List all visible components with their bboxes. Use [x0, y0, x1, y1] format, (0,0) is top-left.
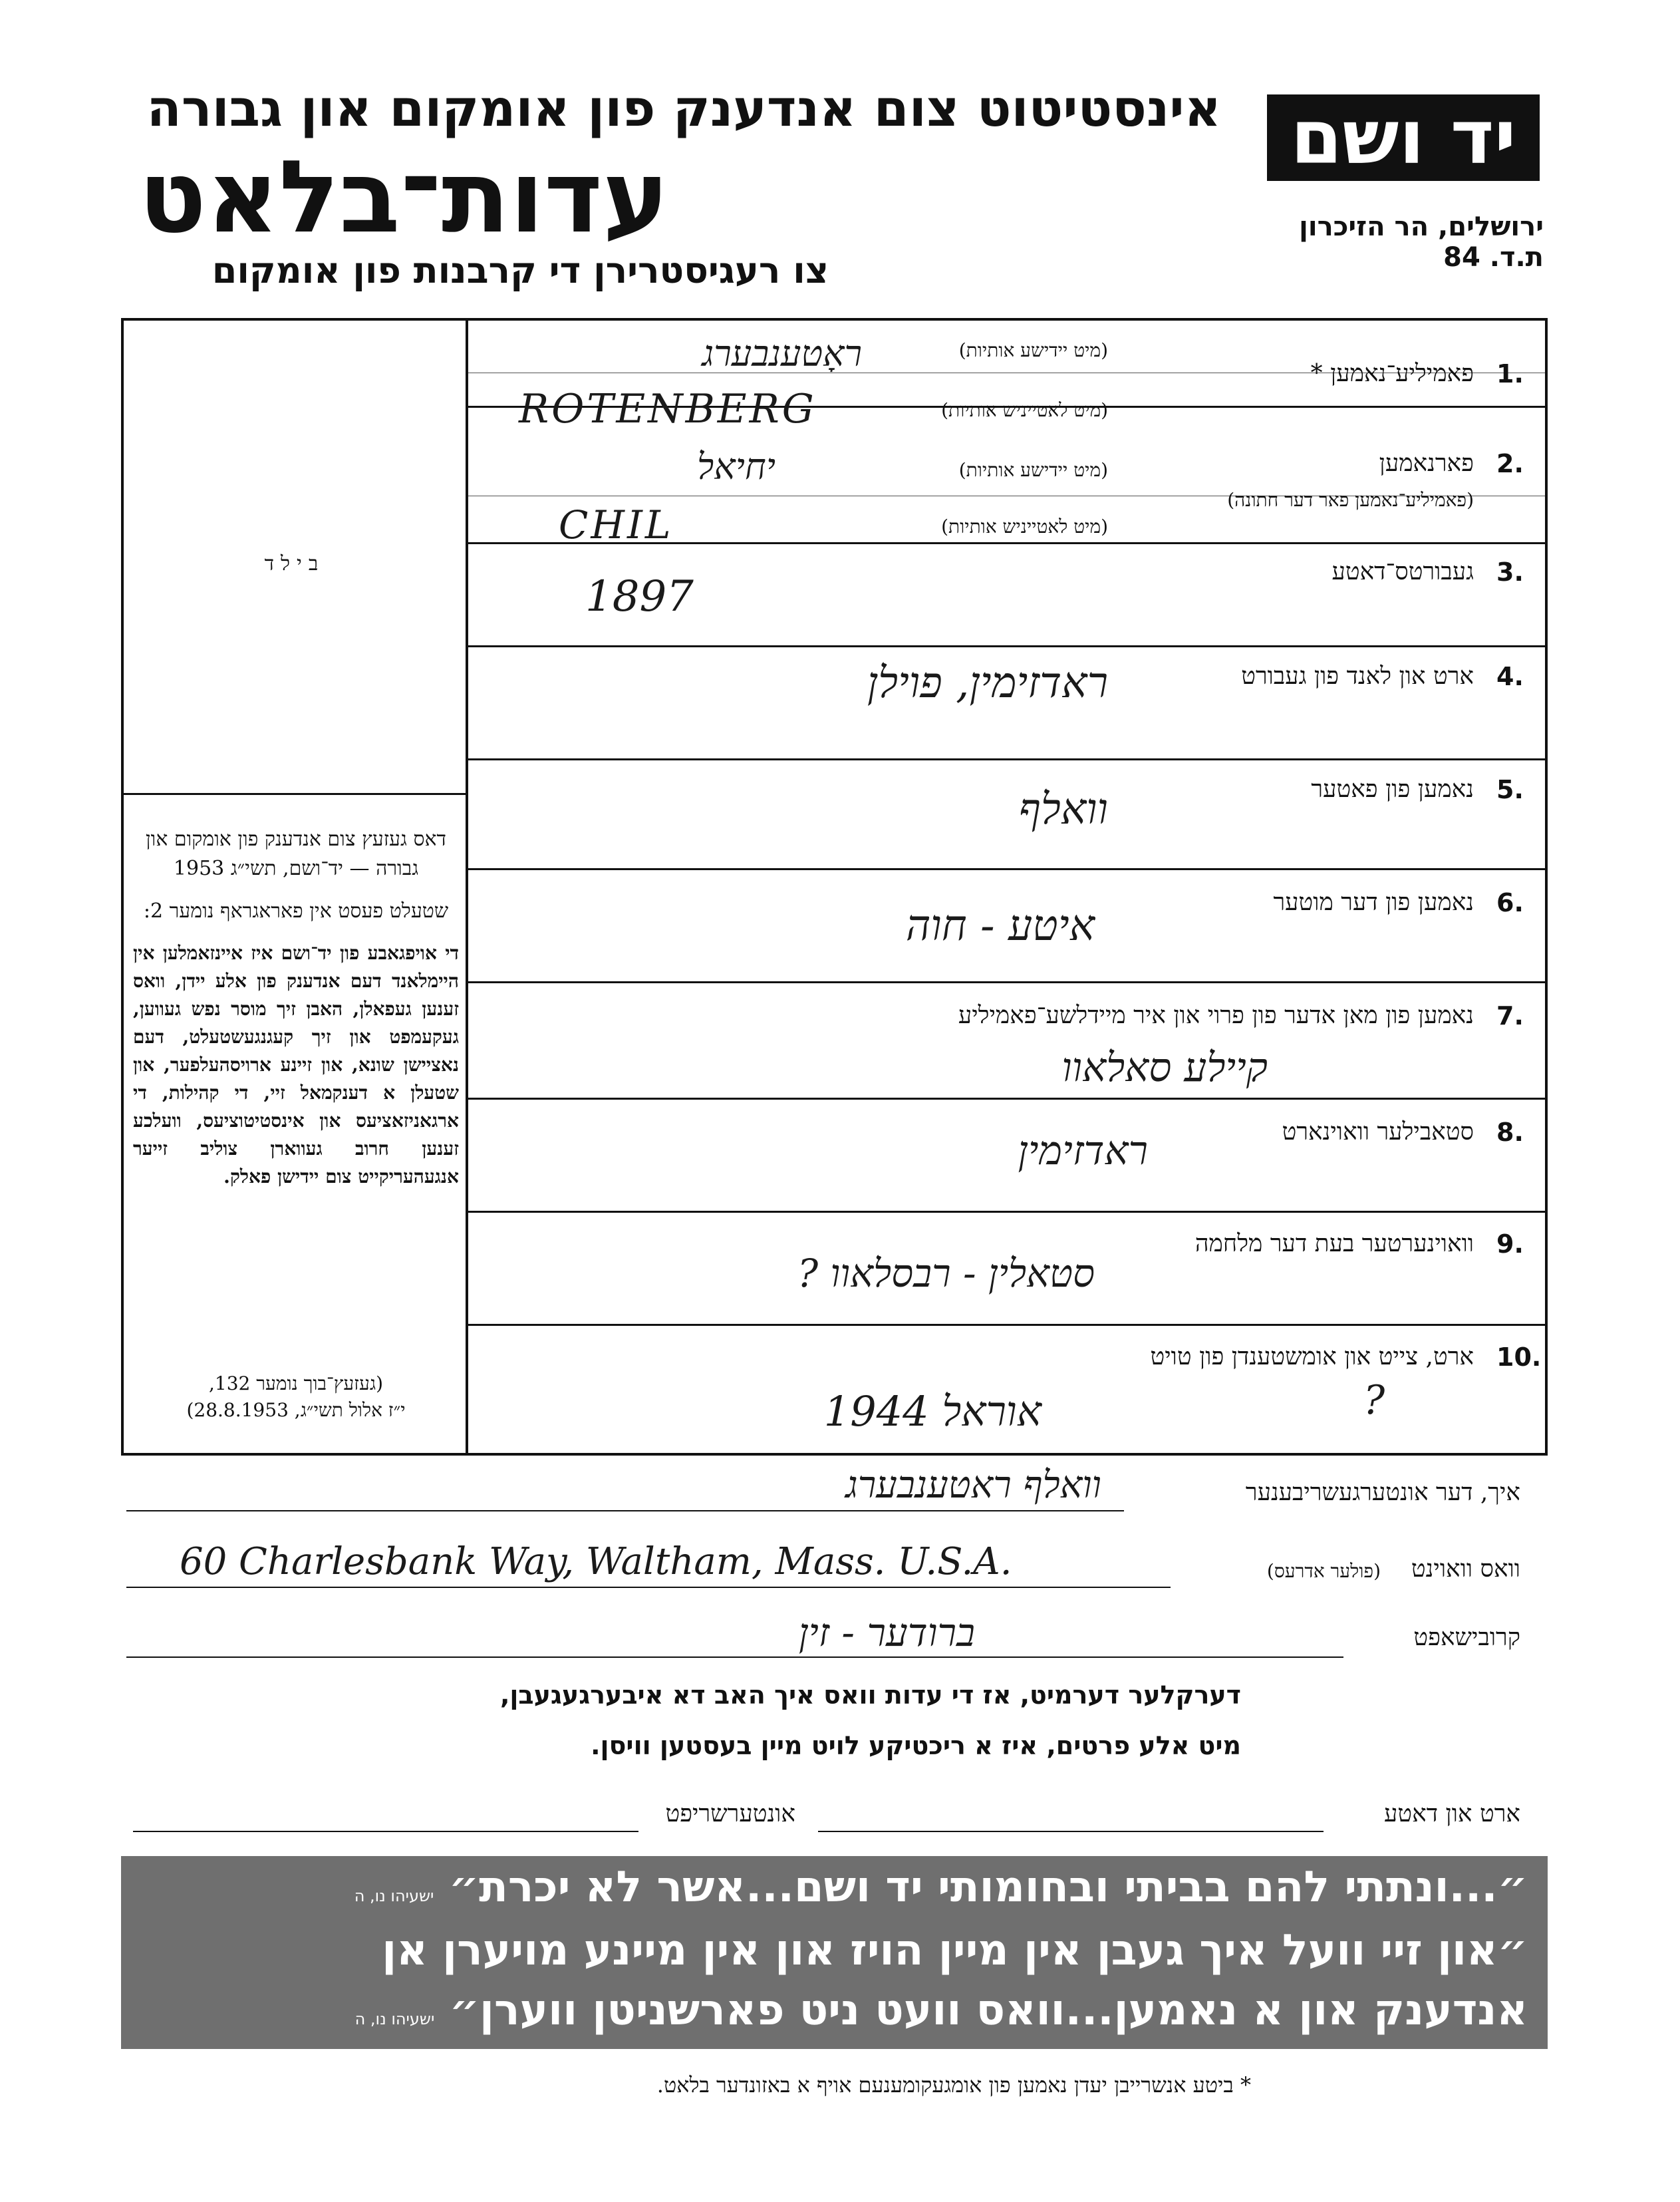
field-2-number: 2.: [1496, 449, 1524, 478]
field-9-value[interactable]: סטאלין - רבסלאוו ?: [797, 1251, 1095, 1296]
row-divider: [468, 645, 1545, 647]
field-6-number: 6.: [1496, 888, 1524, 917]
field-8-value[interactable]: ראדזימין: [1018, 1128, 1148, 1174]
law-ref-line-1: (געזעץ־בוך נומער 132,: [208, 1372, 383, 1394]
law-ref-line-2: י״ז אלול תשי״ג, 28.8.1953): [186, 1399, 406, 1421]
address-city: ירושלים, הר הזיכרון: [1299, 212, 1544, 242]
declaration: [500, 1670, 1241, 1771]
address-block: [1299, 212, 1544, 273]
field-2-value-yiddish[interactable]: יחיאל: [697, 446, 775, 488]
relation-label: קרובישאפט: [1413, 1624, 1520, 1651]
field-2-sub-latin: (מיט לאטייניש אותיות): [941, 516, 1108, 538]
field-4-value[interactable]: ראדזימין, פוילן: [867, 659, 1108, 708]
row-divider: [468, 1324, 1545, 1326]
field-10-question-mark: ?: [1363, 1377, 1385, 1424]
field-6-label: נאמען פון דער מוטער: [1273, 889, 1474, 916]
field-9-number: 9.: [1496, 1229, 1524, 1259]
field-5-value[interactable]: וואלף: [1018, 785, 1108, 834]
footnote: * ביטע אנשרייבן יעדן נאמען פון אומגעקומענעם אויף א באזונדער בלאט.: [656, 2072, 1251, 2098]
row-divider: [468, 1098, 1545, 1100]
quote-source-1: ישעיהו נו, ה: [354, 1887, 434, 1905]
field-1-sub-latin: (מיט לאטייניש אותיות): [941, 399, 1108, 421]
field-7-number: 7.: [1496, 1001, 1524, 1030]
field-1-number: 1.: [1496, 359, 1524, 389]
page-title: עדות־בלאט: [138, 140, 669, 255]
place-date-line[interactable]: [818, 1831, 1324, 1832]
quote-source-3: ישעיהו נו, ה: [354, 2010, 435, 2028]
field-10-value[interactable]: אוראל 1944: [823, 1387, 1042, 1436]
relation-value[interactable]: ברודער - זין: [798, 1610, 975, 1655]
row-divider: [468, 981, 1545, 983]
declaration-line-2: מיט אלע פרטים, איז א ריכטיקע לויט מיין בעסטען וויסן.: [591, 1731, 1241, 1760]
quote-line-2: ״און זיי וועל איך געבן אין מיין הויז און אין מיינע מויערן אן: [382, 1926, 1528, 1975]
law-body: די אויפגאבע פון יד־ושם איז איינזאמלען אין היימלאנד דעם אנדענק פון אלע יידן, וואס זענען געפאלן, האבן זיך מוסר נפש געווען, געקעמפט און זיך קעגנגעשטעלט, דעם נאציישן שונא, און זיינע ארויסהעלפער, און שטעלן א דענקמאל זיי, די קהילות, די ארגאניזאציעס און אינסטיטוציעס, וועלכע זענען חרוב געווארן צוליב זייער אנגעהעריקייט צום יידישן פאלק.: [133, 942, 459, 1187]
declaration-line-1: דערקלער דערמיט, אז די עדות וואס איך האב דא איבערגעגעבן,: [499, 1680, 1241, 1710]
field-1-value-yiddish[interactable]: ראָטענבערג: [702, 333, 862, 375]
signature-line[interactable]: [133, 1831, 638, 1832]
field-2-value-latin[interactable]: CHIL: [559, 502, 674, 548]
field-4-number: 4.: [1496, 662, 1524, 691]
signature-label: אונטערשריפט: [665, 1800, 795, 1827]
field-2-label: פארנאמען: [1379, 450, 1474, 477]
field-5-label: נאמען פון פאטער: [1311, 776, 1474, 803]
signer-label: איך, דער אונטערגעשריבענער: [1245, 1479, 1520, 1506]
address-label: וואס וואוינט: [1411, 1555, 1520, 1583]
law-reference: [133, 1370, 459, 1424]
quote-banner: [121, 1856, 1548, 2049]
quote-line-3: אנדענק און א נאמען...וואס וועט ניט פארשניטן ווערן״ ישעיהו נו, ה: [354, 1986, 1528, 2035]
institute-title: אינסטיטוט צום אנדענק פון אומקום און גבורה: [146, 79, 1221, 138]
column-divider: [466, 318, 468, 1456]
row-divider: [468, 1211, 1545, 1213]
address-pobox: ת.ד. 84: [1443, 242, 1544, 273]
field-5-number: 5.: [1496, 775, 1524, 804]
field-3-label: געבורטס־דאטע: [1331, 558, 1474, 585]
address-sublabel: (פולער אדרעס): [1266, 1560, 1381, 1582]
row-divider: [468, 758, 1545, 760]
field-2-sub-yiddish: (מיט יידישע אותיות): [958, 459, 1108, 481]
photo-label: בילד: [264, 552, 325, 575]
field-2-note: (פאמיליע־נאמען פאר דער חתונה): [1227, 489, 1474, 511]
law-intro: דאס געזעץ צום אנדענק פון אומקום און גבורה — יד־ושם, תשי״ג 1953: [146, 828, 446, 880]
relation-line: [126, 1656, 1343, 1658]
address-value[interactable]: 60 Charlesbank Way, Waltham, Mass. U.S.A.: [180, 1540, 1012, 1583]
row-divider: [468, 868, 1545, 870]
field-10-label: ארט, צייט און אומשטענדן פון טויט: [1150, 1343, 1474, 1370]
field-3-number: 3.: [1496, 557, 1524, 587]
field-4-label: ארט און לאנד פון געבורט: [1241, 663, 1474, 690]
law-excerpt: [133, 825, 459, 1204]
field-1-label: פאמיליע־נאמען *: [1310, 360, 1474, 387]
field-7-label: נאמען פון מאן אדער פון פרוי און איר מיידלשע־פאמיליע: [958, 1002, 1474, 1029]
field-10-number: 10.: [1496, 1342, 1542, 1372]
field-1-sub-yiddish: (מיט יידישע אותיות): [958, 339, 1108, 361]
field-8-number: 8.: [1496, 1118, 1524, 1147]
field-6-value[interactable]: איטע - חוה: [905, 901, 1095, 951]
yad-vashem-logo: יד ושם: [1267, 94, 1540, 181]
field-8-label: סטאבילער וואוינארט: [1282, 1118, 1474, 1146]
quote-line-1: ״...ונתתי להם בביתי ובחומותי יד ושם...אשר לא יכרת״ ישעיהו נו, ה: [354, 1863, 1528, 1912]
field-3-value[interactable]: 1897: [585, 572, 694, 621]
law-paragraph: שטעלט פעסט אין פאראגראף נומער 2:: [143, 899, 449, 923]
address-line: [126, 1587, 1171, 1588]
signer-value[interactable]: וואלף ראטענבערג: [845, 1464, 1101, 1507]
place-date-label: ארט און דאטע: [1384, 1800, 1520, 1827]
page-subtitle: צו רעגיסטרירן די קרבנות פון אומקום: [211, 249, 829, 291]
field-9-label: וואוינערטער בעת דער מלחמה: [1194, 1230, 1474, 1257]
field-1-value-latin[interactable]: ROTENBERG: [519, 386, 817, 432]
signer-line: [126, 1510, 1124, 1511]
field-7-value[interactable]: קיילע סאלאוו: [1061, 1044, 1268, 1091]
